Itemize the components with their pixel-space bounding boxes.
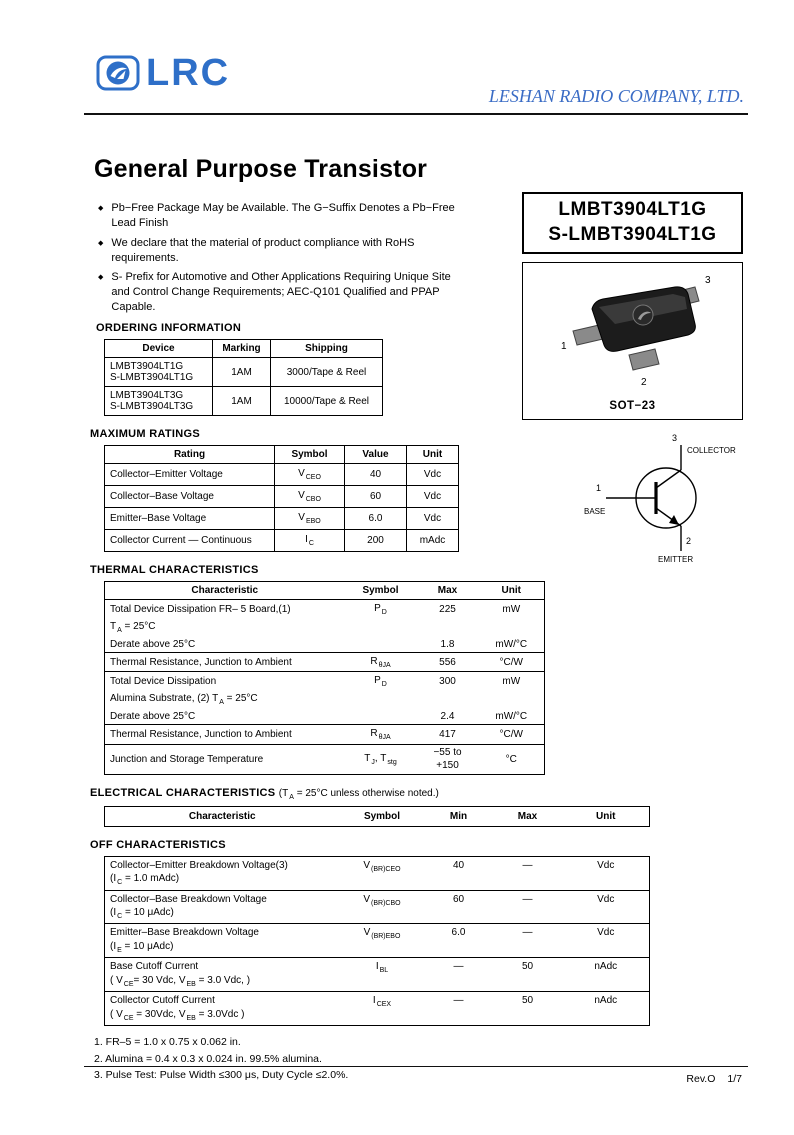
ordering-heading: ORDERING INFORMATION [96,322,242,334]
min-cell: 6.0 [425,924,493,958]
symbol-cell: $R_{\theta JA}$ [345,725,417,744]
empty-cell [479,690,545,708]
symbol-cell: $V_{CEO}$ [275,464,345,486]
off-characteristics-heading: OFF CHARACTERISTICS [90,838,226,851]
symbol-pin-collector: 3 [672,433,678,443]
lrc-logo-text: LRC [146,52,231,94]
max-cell: 300 [439,675,456,687]
symbol-cell: $V_{(BR)EBO}$ [340,924,425,958]
col-header-marking: Marking [213,340,271,358]
table-row [105,725,545,744]
symbol-collector-wire [656,470,681,488]
table-row [105,744,545,774]
device-cell [105,358,213,387]
symbol-cell: $T_J$, $T_{stg}$ [364,752,397,766]
characteristic-cell: Thermal Resistance, Junction to Ambient [105,725,345,744]
test-condition: ( $V_{CE} = 30Vdc$, $V_{EB} = 3.0Vdc$ ) [110,1008,245,1022]
feature-text: S- Prefix for Automotive and Other Applications Requiring Unique Site and Control Change Requirements; AEC-Q101 Qualified and PPAP Capable. [111,271,451,314]
main-content [90,322,656,1083]
pin-1-number: 1 [561,341,567,352]
value-cell: 40 [345,464,407,486]
table-row [105,636,545,653]
lrc-logo [96,54,230,92]
max-cell: 50 [521,995,534,1007]
max-cell: 417 [417,725,479,744]
characteristic-name: Collector–Base Breakdown Voltage [110,893,267,905]
feature-item [98,236,464,266]
col-header-rating: Rating [105,446,275,464]
part-number-line1: LMBT3904LT1G [558,199,707,220]
symbol-cell: $P_D$ [374,674,387,688]
footnotes [94,1034,656,1083]
symbol-label-collector: COLLECTOR [687,446,736,455]
device-name: S-LMBT3904LT3G [110,401,194,412]
pin-3-number: 3 [705,275,711,286]
unit-cell: mW [502,675,521,687]
max-cell: 2.4 [417,708,479,725]
unit-cell: Vdc [407,464,459,486]
col-header-unit: Unit [596,810,616,822]
package-name: SOT−23 [609,400,656,412]
unit-cell: Vdc [563,890,650,924]
table-header-row [105,446,459,464]
characteristic-cell: $T_A = 25^\circ C$ [110,620,156,634]
symbol-label-emitter: EMITTER [658,555,694,564]
symbol-emitter-arrow [669,515,679,525]
col-header-unit: Unit [479,582,545,600]
table-row [105,600,545,619]
test-condition: ( $V_{CE}= 30$ Vdc, $V_{EB} = 3.0$ Vdc, ) [110,974,251,988]
characteristic-cell [105,924,340,958]
table-row [105,890,650,924]
col-header-device: Device [105,340,213,358]
symbol-cell: $R_{\theta JA}$ [345,653,417,672]
unit-cell: mW [502,603,521,615]
shipping-cell: 3000/Tape & Reel [271,358,383,387]
device-name: S-LMBT3904LT1G [110,372,194,383]
symbol-cell: $V_{(BR)CBO}$ [340,890,425,924]
max-cell: 50 [493,958,563,992]
unit-cell: Vdc [407,508,459,530]
table-row [105,690,545,708]
table-row [105,464,459,486]
unit-cell: mW/°C [479,708,545,725]
feature-item [98,270,464,315]
max-cell: — [493,856,563,890]
col-header-min: Min [449,810,468,822]
empty-cell [417,618,479,636]
pin-2-number: 2 [641,377,647,388]
footnote: 2. Alumina = 0.4 x 0.3 x 0.024 in. 99.5% alumina. [94,1052,322,1065]
symbol-pin-base: 1 [596,483,602,493]
characteristic-name: Base Cutoff Current [110,961,199,973]
col-header-symbol: Symbol [363,810,401,822]
symbol-cell: $I_C$ [275,530,345,552]
characteristic-cell: Total Device Dissipation [110,675,217,687]
min-cell: — [425,958,493,992]
unit-cell: mAdc [407,530,459,552]
revision-label: Rev.O [686,1073,716,1085]
empty-cell [479,618,545,636]
header-divider [84,113,748,115]
table-row [105,924,650,958]
characteristic-name: Collector–Emitter Breakdown Voltage(3) [110,859,288,871]
table-header-row [105,582,545,600]
ordering-table [104,339,383,416]
shipping-cell: 10000/Tape & Reel [271,387,383,416]
electrical-heading-note: ($T_A = 25^\circ C$ unless otherwise noted.) [278,787,439,801]
test-condition: ($I_C = 10$ μAdc) [110,907,174,920]
characteristic-name: Collector Cutoff Current [110,995,215,1007]
symbol-pin-emitter: 2 [686,536,692,546]
device-name: LMBT3904LT1G [110,361,184,372]
characteristic-cell [105,992,340,1026]
thermal-heading: THERMAL CHARACTERISTICS [90,564,259,576]
company-name: LESHAN RADIO COMPANY, LTD. [488,86,744,106]
max-cell: 556 [417,653,479,672]
page-title: General Purpose Transistor [94,155,428,183]
rating-cell: Collector–Emitter Voltage [105,464,275,486]
table-header-row [105,806,650,826]
table-row [105,508,459,530]
col-header-shipping: Shipping [271,340,383,358]
unit-cell: Vdc [563,924,650,958]
diamond-bullet-icon: ◆ [98,205,104,212]
feature-list [98,201,464,320]
rating-cell: Emitter–Base Voltage [105,508,275,530]
footnote: 3. Pulse Test: Pulse Width ≤300 μs, Duty Cycle ≤2.0%. [94,1068,349,1081]
symbol-cell: $V_{(BR)CEO}$ [340,856,425,890]
col-header-characteristic: Characteristic [105,582,345,600]
col-header-max: Max [417,582,479,600]
col-header-value: Value [345,446,407,464]
unit-cell: mW/°C [479,636,545,653]
characteristic-cell [105,890,340,924]
characteristic-cell: Thermal Resistance, Junction to Ambient [105,653,345,672]
table-row [105,708,545,725]
max-ratings-heading: MAXIMUM RATINGS [90,428,201,440]
max-ratings-table [104,445,459,552]
max-cell: 225 [439,603,456,615]
feature-item [98,201,464,231]
table-row [105,387,383,416]
empty-cell [345,690,417,708]
footnote: 1. FR–5 = 1.0 x 0.75 x 0.062 in. [94,1036,241,1049]
unit-cell: Vdc [563,856,650,890]
empty-cell [345,708,417,725]
value-cell: 60 [345,486,407,508]
diamond-bullet-icon: ◆ [98,274,104,282]
rating-cell: Collector–Base Voltage [105,486,275,508]
min-cell: 40 [425,856,493,890]
characteristic-cell: Alumina Substrate, (2) $T_A = 25^\circ C$ [110,692,258,706]
characteristic-cell: Derate above 25°C [105,636,345,653]
device-name: LMBT3904LT3G [110,390,184,401]
table-row [105,358,383,387]
test-condition: ($I_C = 1.0$ mAdc) [110,873,180,887]
value-cell: 200 [345,530,407,552]
marking-cell: 1AM [213,358,271,387]
max-cell: −55 to +150 [433,747,462,772]
symbol-cell: $I_{CEX}$ [372,995,392,1009]
col-header-symbol: Symbol [275,446,345,464]
min-cell: — [453,995,464,1007]
table-row [105,958,650,992]
min-cell: 60 [425,890,493,924]
unit-cell: °C/W [479,725,545,744]
table-header-row [105,340,383,358]
footer-divider [84,1066,748,1067]
characteristic-cell: Junction and Storage Temperature [110,753,264,765]
unit-cell: °C/W [479,653,545,672]
thermal-table [104,581,545,775]
value-cell: 6.0 [345,508,407,530]
part-number-box [522,192,743,254]
max-cell: — [493,924,563,958]
electrical-heading [90,787,656,801]
electrical-header-table [104,806,650,827]
characteristic-cell: Total Device Dissipation FR– 5 Board,(1) [110,603,291,615]
empty-cell [345,636,417,653]
symbol-cell: $P_D$ [374,602,387,616]
marking-cell: 1AM [213,387,271,416]
table-row [105,530,459,552]
table-row [105,653,545,672]
off-characteristics-table [104,856,650,1027]
characteristic-cell [105,958,340,992]
characteristic-cell [105,856,340,890]
empty-cell [417,690,479,708]
feature-text: Pb−Free Package May be Available. The G−Suffix Denotes a Pb−Free Lead Finish [111,202,455,229]
col-header-symbol: Symbol [345,582,417,600]
max-cell: — [493,890,563,924]
test-condition: ($I_E = 10$ μAdc) [110,940,174,954]
feature-text: We declare that the material of product compliance with RoHS requirements. [111,236,415,264]
symbol-cell: $I_{BL}$ [340,958,425,992]
unit-cell: nAdc [594,995,618,1007]
table-row [105,486,459,508]
part-number-line2: S-LMBT3904LT1G [548,224,717,246]
table-row [105,618,545,636]
col-header-characteristic: Characteristic [188,810,256,822]
unit-cell: nAdc [563,958,650,992]
characteristic-cell: Derate above 25°C [105,708,345,725]
unit-cell: Vdc [407,486,459,508]
diamond-bullet-icon: ◆ [98,239,104,247]
col-header-unit: Unit [407,446,459,464]
page-number: 1/7 [727,1073,742,1085]
table-row [105,992,650,1026]
revision-text [686,1073,742,1085]
col-header-max: Max [517,810,538,822]
lrc-logo-icon [96,55,140,91]
max-cell: 1.8 [417,636,479,653]
unit-cell: °C [505,753,517,765]
rating-cell: Collector Current — Continuous [105,530,275,552]
device-cell [105,387,213,416]
table-row [105,672,545,691]
characteristic-name: Emitter–Base Breakdown Voltage [110,927,259,939]
symbol-cell: $V_{EBO}$ [275,508,345,530]
electrical-heading-text: ELECTRICAL CHARACTERISTICS [90,786,276,799]
symbol-label-base: BASE [584,507,606,516]
symbol-cell: $V_{CBO}$ [275,486,345,508]
empty-cell [345,618,417,636]
table-row [105,856,650,890]
